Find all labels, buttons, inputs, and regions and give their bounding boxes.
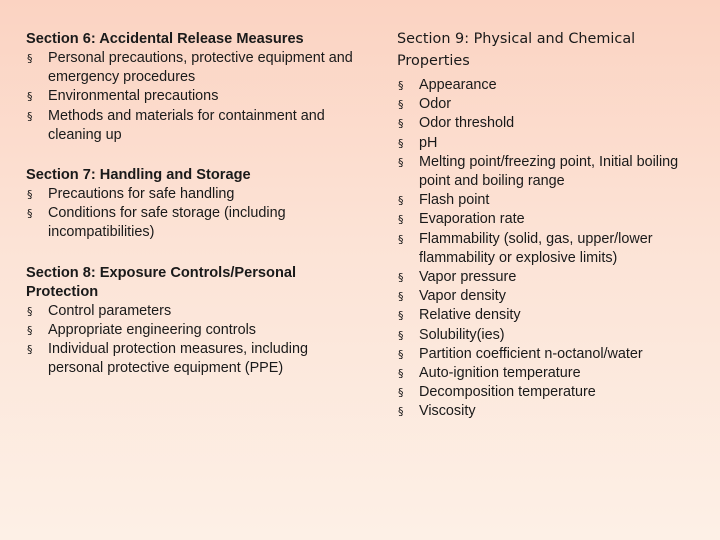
section-9 bbox=[397, 28, 697, 422]
list-item-text: Flash point bbox=[419, 192, 490, 209]
section-6-title: Section 6: Accidental Release Measures bbox=[26, 31, 304, 47]
bullet-icon: § bbox=[398, 309, 404, 323]
bullet-icon: § bbox=[398, 271, 404, 285]
list-item bbox=[397, 114, 697, 133]
bullet-icon: § bbox=[27, 343, 33, 357]
list-item-text: Viscosity bbox=[419, 403, 476, 420]
section-7-title: Section 7: Handling and Storage bbox=[26, 167, 251, 184]
list-item-text: Personal precautions, protective equipment and emergency procedures bbox=[48, 50, 353, 86]
list-item-text: Relative density bbox=[419, 307, 521, 324]
list-item-text: Individual protection measures, including personal protective equipment (PPE) bbox=[48, 341, 308, 377]
list-item bbox=[397, 326, 697, 345]
section-7 bbox=[26, 166, 356, 243]
list-item bbox=[26, 302, 356, 321]
list-item-text: Odor bbox=[419, 96, 451, 113]
list-item bbox=[397, 230, 697, 268]
list-item-text: Flammability (solid, gas, upper/lower flammability or explosive limits) bbox=[419, 230, 653, 266]
list-item bbox=[26, 185, 356, 204]
section-8 bbox=[26, 264, 356, 379]
bullet-icon: § bbox=[27, 188, 33, 202]
list-item bbox=[397, 306, 697, 325]
list-item-text: Auto-ignition temperature bbox=[419, 365, 581, 382]
list-item-text: Vapor density bbox=[419, 288, 506, 305]
bullet-icon: § bbox=[27, 323, 33, 337]
bullet-icon: § bbox=[27, 207, 33, 221]
list-item bbox=[397, 191, 697, 210]
right-column bbox=[397, 28, 697, 443]
list-item-text: Vapor pressure bbox=[419, 269, 517, 286]
list-item bbox=[397, 95, 697, 114]
bullet-icon: § bbox=[398, 347, 404, 361]
section-9-title: Section 9: Physical and Chemical Properties bbox=[397, 31, 636, 69]
list-item bbox=[26, 340, 356, 378]
bullet-icon: § bbox=[398, 117, 404, 131]
bullet-icon: § bbox=[398, 79, 404, 92]
bullet-icon: § bbox=[398, 367, 404, 381]
bullet-icon: § bbox=[398, 232, 404, 246]
bullet-icon: § bbox=[398, 194, 404, 208]
list-item bbox=[397, 134, 697, 153]
list-item-text: Environmental precautions bbox=[48, 88, 219, 105]
bullet-icon: § bbox=[398, 328, 404, 342]
list-item-text: Odor threshold bbox=[419, 115, 515, 132]
bullet-icon: § bbox=[398, 155, 404, 169]
list-item bbox=[397, 210, 697, 229]
list-item-text: Partition coefficient n-octanol/water bbox=[419, 345, 643, 362]
list-item-text: Evaporation rate bbox=[419, 211, 525, 228]
list-item bbox=[397, 402, 697, 421]
bullet-icon: § bbox=[27, 90, 33, 104]
list-item bbox=[26, 87, 356, 106]
list-item bbox=[397, 287, 697, 306]
bullet-icon: § bbox=[398, 405, 404, 419]
bullet-icon: § bbox=[398, 213, 404, 227]
list-item-text: Appearance bbox=[419, 77, 497, 93]
bullet-icon: § bbox=[27, 109, 33, 123]
bullet-icon: § bbox=[27, 52, 33, 65]
list-item bbox=[397, 268, 697, 287]
list-item-text: Decomposition temperature bbox=[419, 384, 596, 401]
section-8-list bbox=[26, 302, 356, 379]
bullet-icon: § bbox=[398, 386, 404, 400]
bullet-icon: § bbox=[398, 290, 404, 304]
list-item-text: Appropriate engineering controls bbox=[48, 321, 256, 338]
list-item-text: Control parameters bbox=[48, 302, 172, 319]
section-6 bbox=[26, 30, 356, 145]
bullet-icon: § bbox=[27, 304, 33, 318]
list-item bbox=[26, 49, 356, 87]
list-item-text: Melting point/freezing point, Initial boiling point and boiling range bbox=[419, 153, 679, 190]
list-item bbox=[397, 153, 697, 191]
list-item-text: Conditions for safe storage (including incompatibilities) bbox=[48, 205, 286, 241]
list-item-text: Solubility(ies) bbox=[419, 326, 505, 343]
left-column bbox=[26, 30, 356, 399]
section-6-list bbox=[26, 49, 356, 145]
section-7-list bbox=[26, 185, 356, 243]
list-item bbox=[397, 383, 697, 402]
section-8-title: Section 8: Exposure Controls/Personal Protection bbox=[26, 264, 297, 300]
bullet-icon: § bbox=[398, 136, 404, 150]
list-item-text: pH bbox=[419, 134, 438, 151]
list-item bbox=[397, 345, 697, 364]
list-item-text: Methods and materials for containment and cleaning up bbox=[48, 107, 325, 143]
list-item bbox=[397, 364, 697, 383]
bullet-icon: § bbox=[398, 98, 404, 112]
list-item bbox=[26, 204, 356, 242]
list-item bbox=[26, 107, 356, 145]
list-item-text: Precautions for safe handling bbox=[48, 186, 235, 203]
list-item bbox=[397, 76, 697, 95]
section-9-list bbox=[397, 76, 697, 422]
list-item bbox=[26, 321, 356, 340]
